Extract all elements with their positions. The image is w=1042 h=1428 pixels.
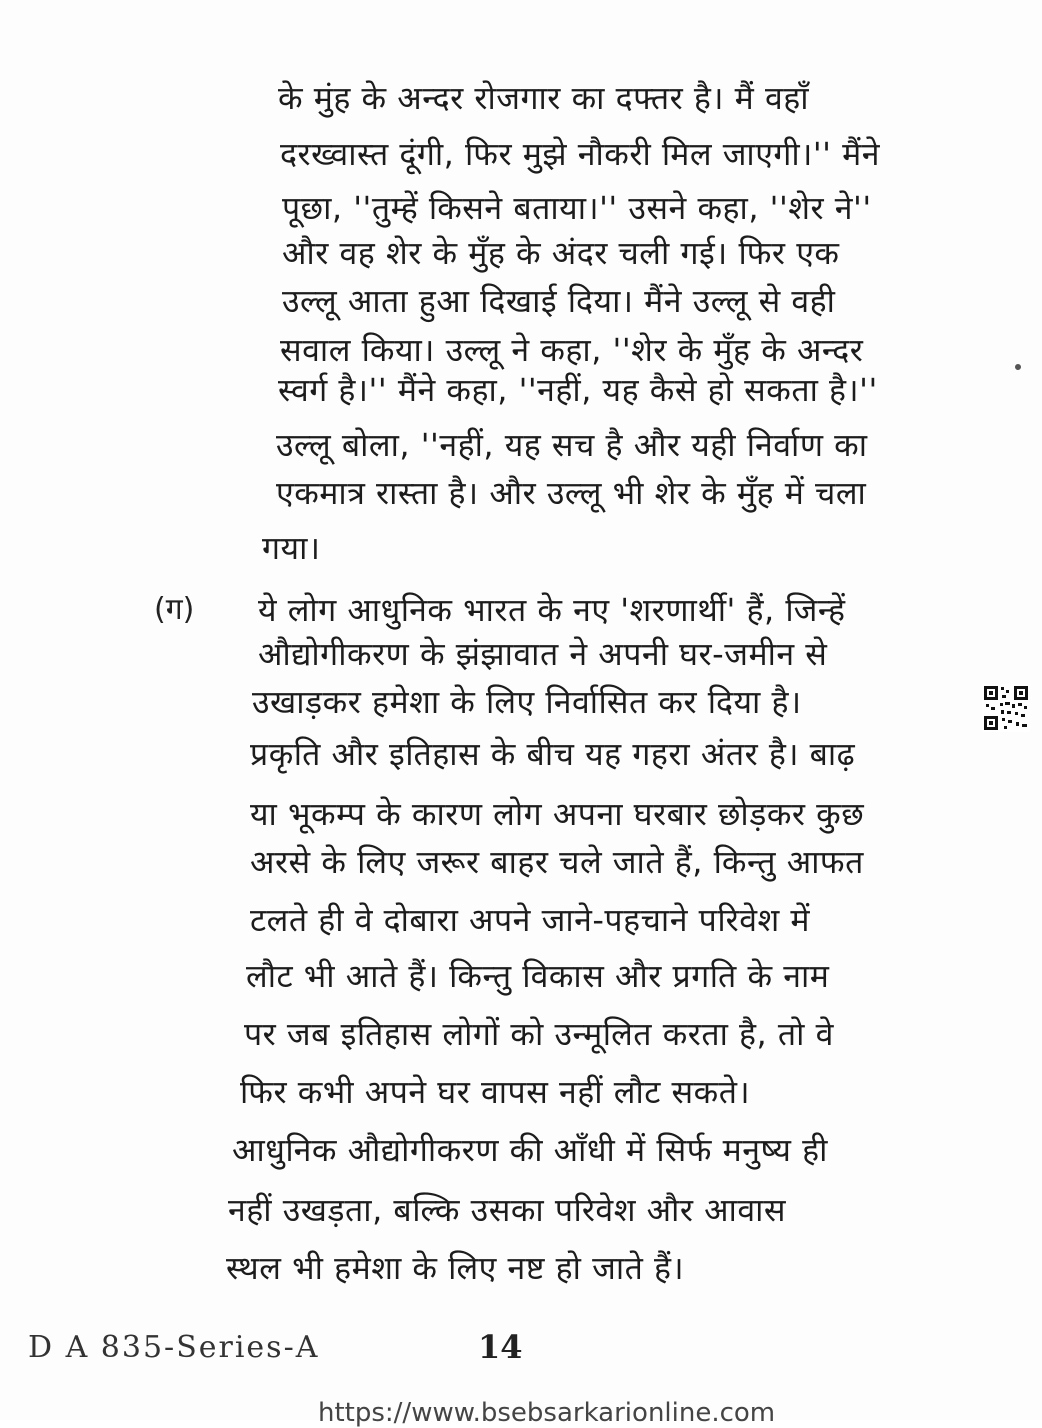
passage-line: एकमात्र रास्ता है। और उल्लू भी शेर के मुँह में चला xyxy=(276,474,867,512)
section-line: ये लोग आधुनिक भारत के नए 'शरणार्थी' हैं, जिन्हें xyxy=(258,591,846,629)
source-url: https://www.bsebsarkarionline.com xyxy=(318,1398,776,1428)
passage-line: स्वर्ग है।'' मैंने कहा, ''नहीं, यह कैसे हो सकता है।'' xyxy=(278,371,878,409)
section-line: औद्योगीकरण के झंझावात ने अपनी घर-जमीन से xyxy=(258,635,828,673)
section-line: अरसे के लिए जरूर बाहर चले जाते हैं, किन्तु आफत xyxy=(250,843,864,881)
scan-speck xyxy=(1015,364,1021,370)
section-line: टलते ही वे दोबारा अपने जाने-पहचाने परिवेश में xyxy=(250,901,811,939)
section-line: आधुनिक औद्योगीकरण की आँधी में सिर्फ मनुष्य ही xyxy=(232,1131,828,1169)
section-line: स्थल भी हमेशा के लिए नष्ट हो जाते हैं। xyxy=(226,1249,685,1287)
section-line: उखाड़कर हमेशा के लिए निर्वासित कर दिया है। xyxy=(252,683,802,721)
passage-line: दरख्वास्त दूंगी, फिर मुझे नौकरी मिल जाएगी।'' मैंने xyxy=(280,135,881,173)
passage-line: पूछा, ''तुम्हें किसने बताया।'' उसने कहा, ''शेर ने'' xyxy=(282,189,872,227)
section-line: फिर कभी अपने घर वापस नहीं लौट सकते। xyxy=(240,1073,751,1111)
passage-line: उल्लू बोला, ''नहीं, यह सच है और यही निर्वाण का xyxy=(276,426,868,464)
passage-line: गया। xyxy=(262,529,321,567)
section-label: (ग) xyxy=(154,592,195,627)
section-line: लौट भी आते हैं। किन्तु विकास और प्रगति के नाम xyxy=(246,957,830,995)
section-line: या भूकम्प के कारण लोग अपना घरबार छोड़कर कुछ xyxy=(250,795,865,833)
page-number: 14 xyxy=(478,1328,523,1366)
paper-code: D A 835-Series-A xyxy=(28,1330,320,1365)
section-line: नहीं उखड़ता, बल्कि उसका परिवेश और आवास xyxy=(228,1191,787,1229)
passage-line: के मुंह के अन्दर रोजगार का दफ्तर है। मैं वहाँ xyxy=(278,79,810,117)
section-line: प्रकृति और इतिहास के बीच यह गहरा अंतर है। बाढ़ xyxy=(250,735,856,773)
qr-code-icon xyxy=(982,684,1030,732)
passage-line: सवाल किया। उल्लू ने कहा, ''शेर के मुँह के अन्दर xyxy=(280,331,864,369)
passage-line: और वह शेर के मुँह के अंदर चली गई। फिर एक xyxy=(282,234,840,272)
passage-line: उल्लू आता हुआ दिखाई दिया। मैंने उल्लू से वही xyxy=(282,282,836,320)
section-line: पर जब इतिहास लोगों को उन्मूलित करता है, तो वे xyxy=(244,1015,834,1053)
